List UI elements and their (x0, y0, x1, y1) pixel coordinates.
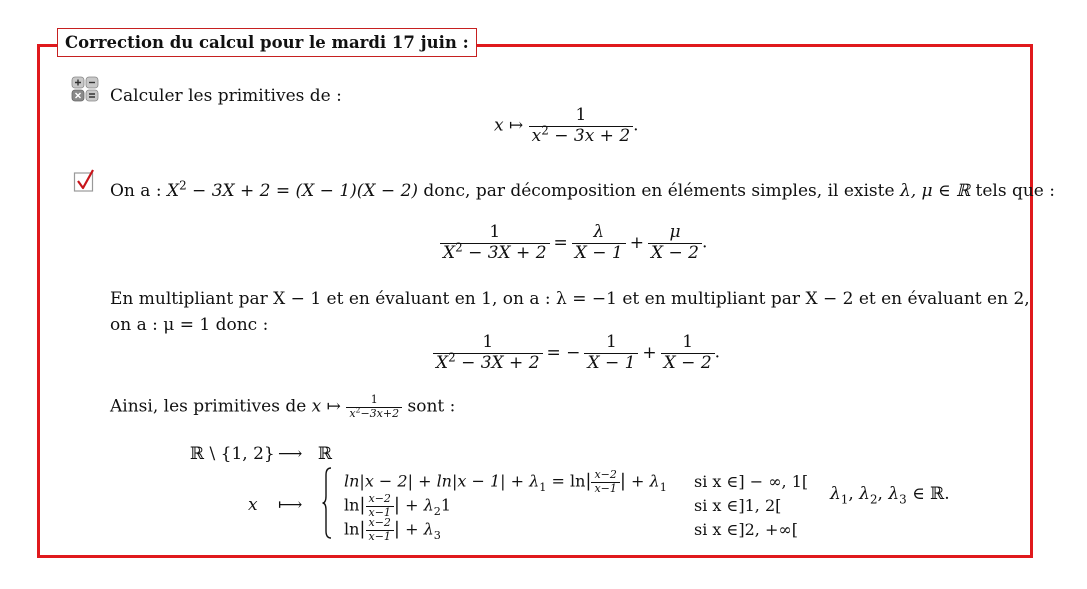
case-2-condition: si x ∈]1, 2[ (694, 496, 782, 515)
final-decomposition: $\frac{1}{X^2 - 3X + 2}$ = − $\frac{1}{X - 1}$ + $\frac{1}{X - 2}$ . (433, 333, 720, 373)
decomposition-equation: $\frac{1}{X^2 - 3X + 2}$ = $\frac{\lambda}{X - 1}$ + $\frac{\mu}{X - 2}$ . (440, 223, 707, 263)
exercise-fraction: $\frac{1}{x^2 - 3x + 2}$ (529, 106, 634, 146)
cases-brace (322, 467, 332, 539)
solution-line-3: on a : μ = 1 donc : (110, 315, 269, 335)
calculator-icon (71, 76, 99, 103)
case-2-expression: ln| $\frac{x-2}{x-1}$ | + $\lambda_21$ (344, 492, 452, 519)
map-codomain: ℝ (318, 444, 333, 464)
map-domain: ℝ \ {1, 2} (190, 444, 275, 464)
map-arrow: ⟶ (278, 444, 303, 464)
case-3-condition: si x ∈]2, +∞[ (694, 520, 798, 539)
solution-line-1: On a : $X^2 - 3X + 2 = (X - 1)(X - 2)$ donc, par décomposition en éléments simples, il existe λ, μ ∈ ℝ tels que : (110, 178, 1055, 201)
constants-statement: $\lambda_1$, $\lambda_2$, $\lambda_3$ ∈ ℝ. (830, 484, 950, 507)
case-1-expression: $\ln|x - 2| + \ln|x - 1| + \lambda_1 = \ln|$ $\frac{x-2}{x-1}$ | + $\lambda_1$ (344, 468, 667, 495)
exercise-function: x ↦ $\frac{1}{x^2 - 3x + 2}$ . (494, 105, 639, 146)
map-variable: x (248, 495, 258, 515)
page-title: Correction du calcul pour le mardi 17 juin : (57, 28, 477, 57)
map-mapsto: ⟼ (278, 495, 303, 515)
solution-line-2: En multipliant par X − 1 et en évaluant en 1, on a : λ = −1 et en multipliant par X − 2 et en évaluant en 2, (110, 289, 1030, 309)
case-3-expression: ln| $\frac{x-2}{x-1}$ | + $\lambda_3$ (344, 516, 441, 543)
checkmark-icon (73, 168, 97, 194)
exercise-intro: Calculer les primitives de : (110, 86, 342, 106)
case-1-condition: si x ∈] − ∞, 1[ (694, 472, 809, 491)
solution-line-4: Ainsi, les primitives de x ↦ $\frac{1}{x^2-3x+2}$ sont : (110, 393, 456, 420)
